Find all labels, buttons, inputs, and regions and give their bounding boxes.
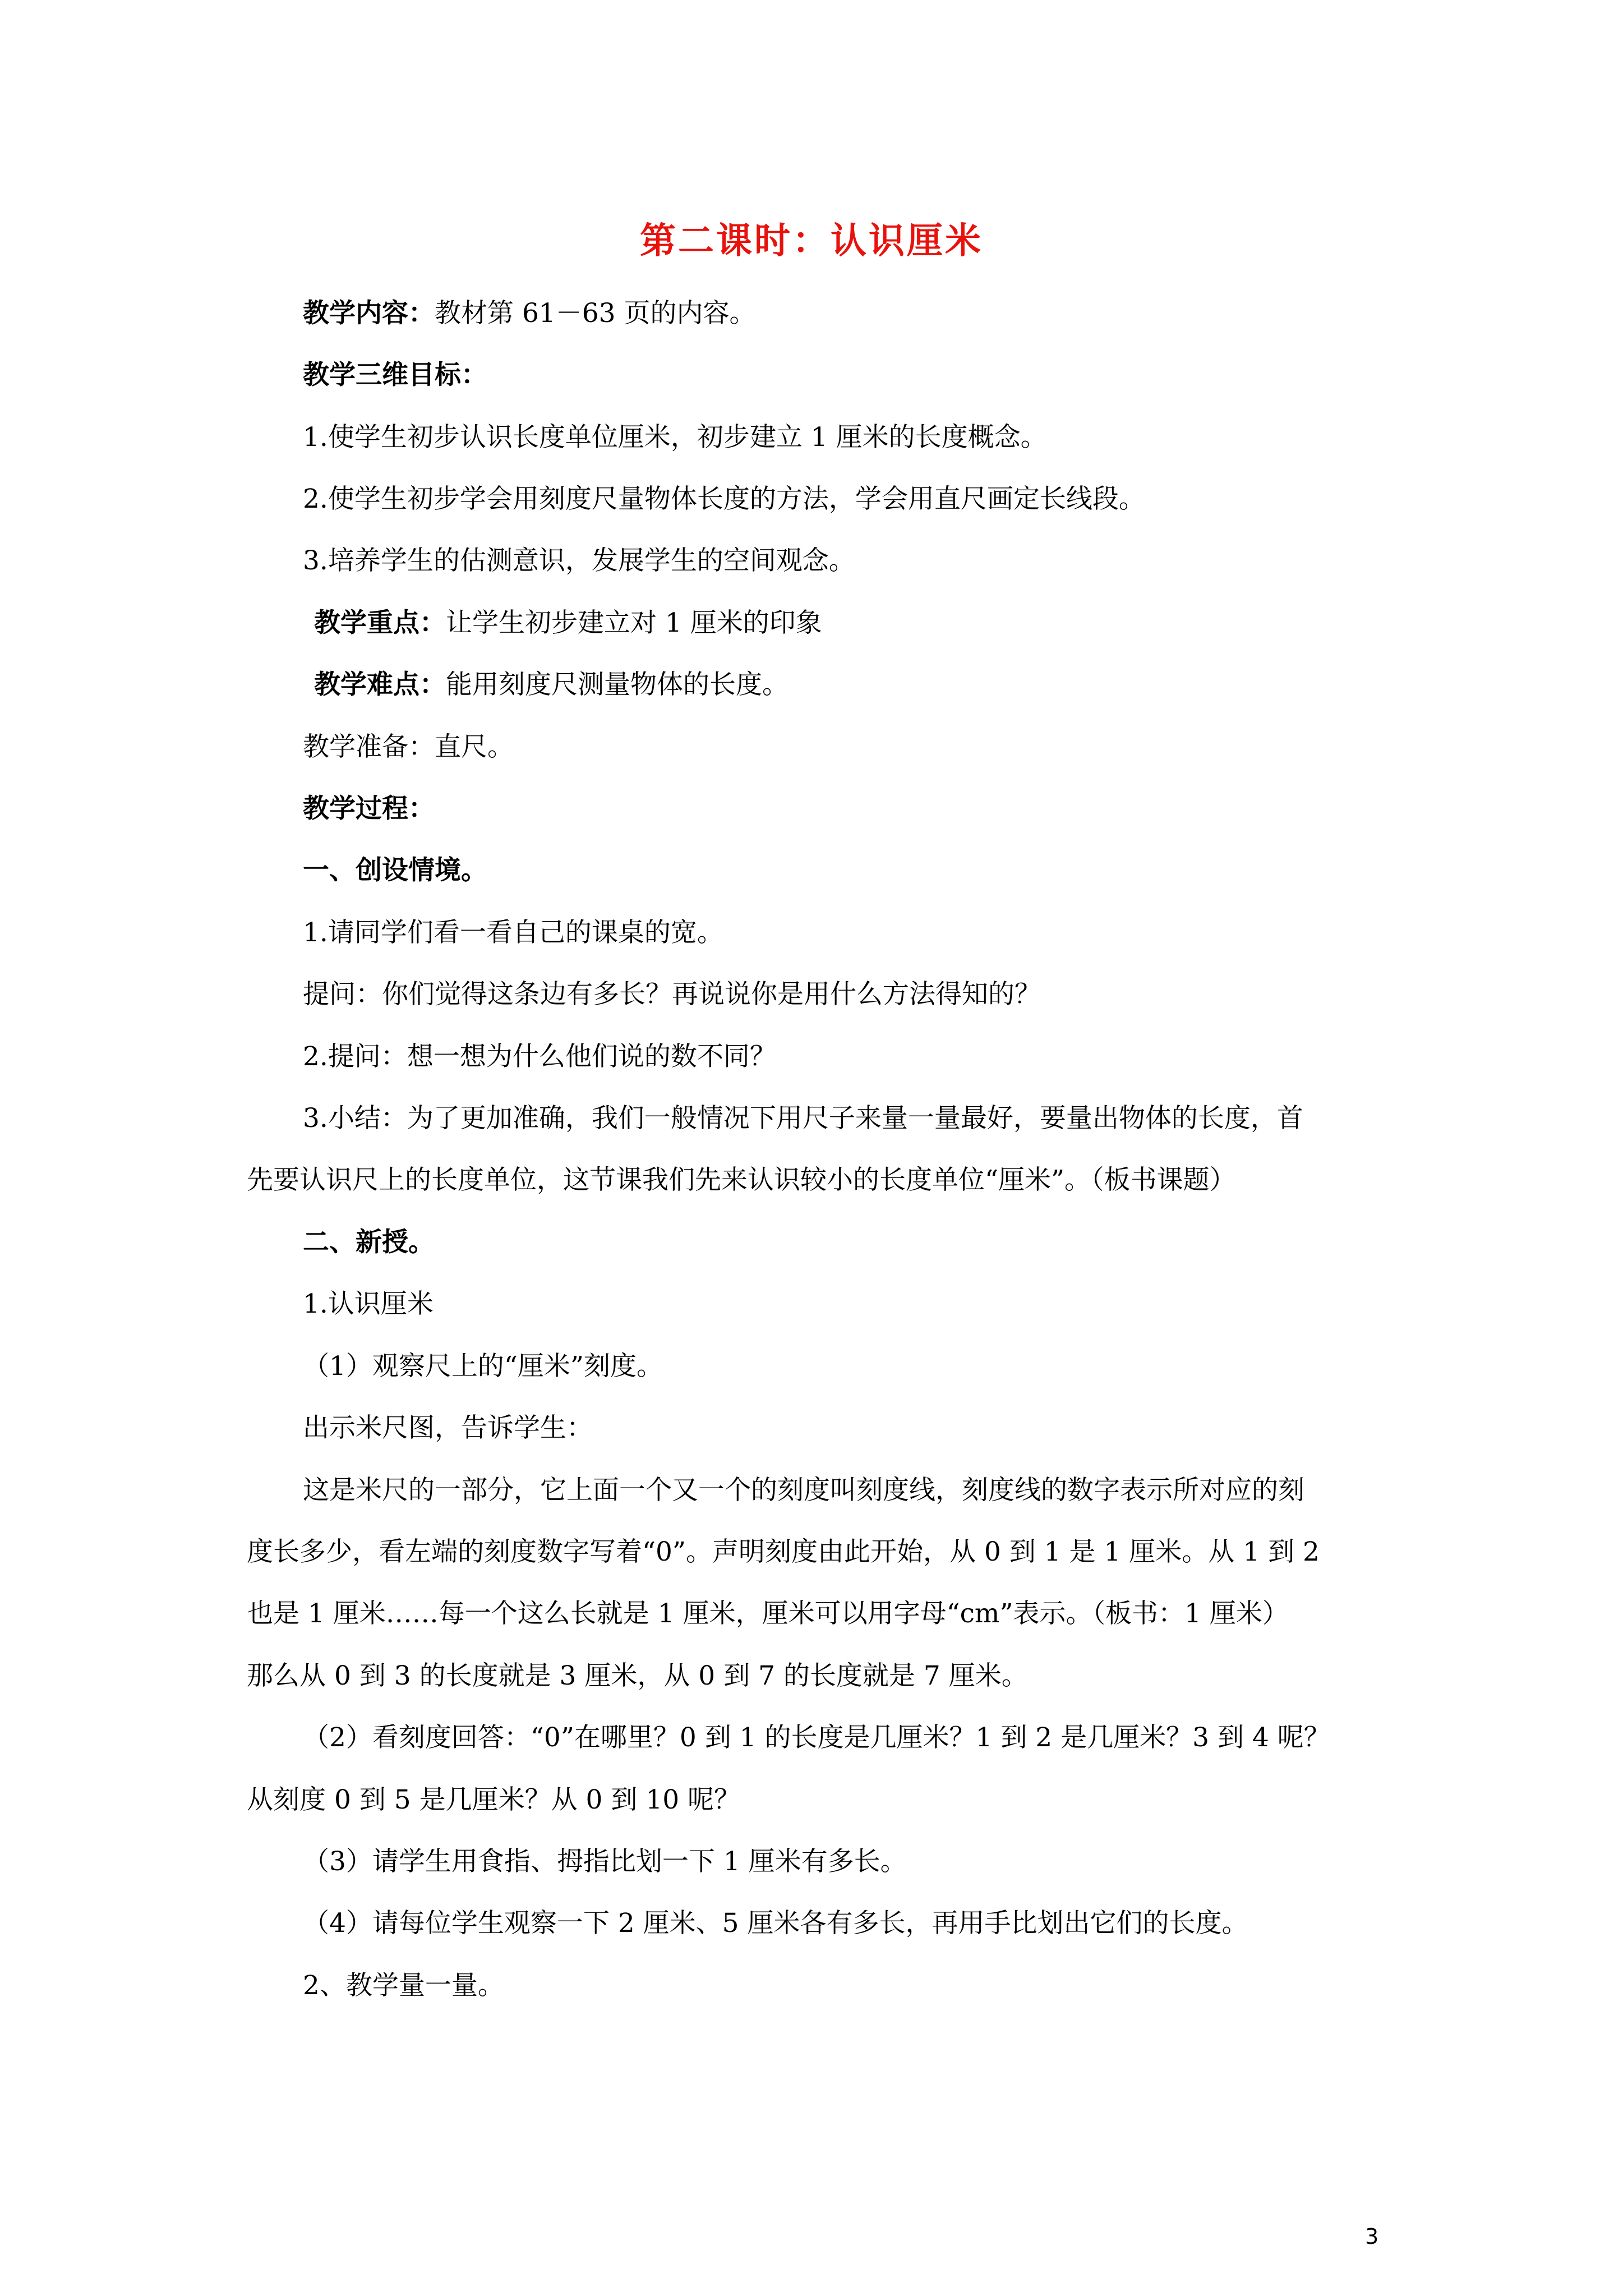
section-2-paragraph-7: （4）请每位学生观察一下 2 厘米、5 厘米各有多长，再用手比划出它们的长度。 (303, 1908, 1248, 1939)
preparation: 教学准备：直尺。 (303, 731, 514, 762)
section-2-paragraph-3: 出示米尺图，告诉学生： (303, 1412, 593, 1443)
section-2-paragraph-4-line-1: 这是米尺的一部分，它上面一个又一个的刻度叫刻度线，刻度线的数字表示所对应的刻 (303, 1475, 1304, 1506)
goal-2: 2.使学生初步学会用刻度尺量物体长度的方法，学会用直尺画定长线段。 (303, 484, 1145, 514)
goal-3: 3.培养学生的估测意识，发展学生的空间观念。 (303, 545, 855, 576)
section-1-paragraph-4-line-2: 先要认识尺上的长度单位，这节课我们先来认识较小的长度单位“厘米”。（板书课题） (247, 1165, 1236, 1195)
key-point-line (314, 606, 822, 640)
section-2-paragraph-5-line-2: 从刻度 0 到 5 是几厘米？从 0 到 10 呢？ (247, 1784, 741, 1815)
difficulty-text: 能用刻度尺测量物体的长度。 (446, 669, 789, 700)
goal-1: 1.使学生初步认识长度单位厘米，初步建立 1 厘米的长度概念。 (303, 422, 1047, 453)
section-1-paragraph-4-line-1: 3.小结：为了更加准确，我们一般情况下用尺子来量一量最好，要量出物体的长度，首 (303, 1103, 1303, 1134)
key-point-text: 让学生初步建立对 1 厘米的印象 (446, 608, 822, 638)
process-heading: 教学过程： (303, 793, 435, 824)
difficulty-label: 教学难点： (314, 669, 446, 700)
section-2-paragraph-4-line-4: 那么从 0 到 3 的长度就是 3 厘米，从 0 到 7 的长度就是 7 厘米。 (247, 1660, 1028, 1691)
section-2-heading: 二、新授。 (303, 1227, 435, 1258)
section-2-paragraph-2: （1）观察尺上的“厘米”刻度。 (303, 1351, 663, 1382)
goals-heading: 教学三维目标： (303, 360, 487, 390)
content-line (303, 297, 756, 330)
content-text: 教材第 61－63 页的内容。 (435, 298, 756, 329)
section-2-paragraph-1: 1.认识厘米 (303, 1289, 434, 1319)
page-title: 第二课时：认识厘米 (640, 220, 983, 262)
section-2-paragraph-6: （3）请学生用食指、拇指比划一下 1 厘米有多长。 (303, 1846, 907, 1877)
section-2-paragraph-5-line-1: （2）看刻度回答：“0”在哪里？0 到 1 的长度是几厘米？1 到 2 是几厘米？3 到 4 呢？ (303, 1722, 1330, 1753)
page-number: 3 (1365, 2224, 1379, 2249)
section-1-paragraph-1: 1.请同学们看一看自己的课桌的宽。 (303, 917, 723, 948)
section-2-paragraph-4-line-2: 度长多少，看左端的刻度数字写着“0”。声明刻度由此开始，从 0 到 1 是 1 厘米。从 1 到 2 (247, 1536, 1320, 1567)
section-2-paragraph-8: 2、教学量一量。 (303, 1970, 504, 2001)
section-1-paragraph-2: 提问：你们觉得这条边有多长？再说说你是用什么方法得知的？ (303, 979, 1041, 1010)
difficulty-line (314, 668, 789, 702)
section-2-paragraph-4-line-3: 也是 1 厘米……每一个这么长就是 1 厘米，厘米可以用字母“cm”表示。（板书：1 厘米） (247, 1598, 1289, 1629)
content-label: 教学内容： (303, 298, 435, 329)
section-1-paragraph-3: 2.提问：想一想为什么他们说的数不同？ (303, 1041, 776, 1072)
key-point-label: 教学重点： (314, 608, 446, 638)
section-1-heading: 一、创设情境。 (303, 855, 487, 886)
